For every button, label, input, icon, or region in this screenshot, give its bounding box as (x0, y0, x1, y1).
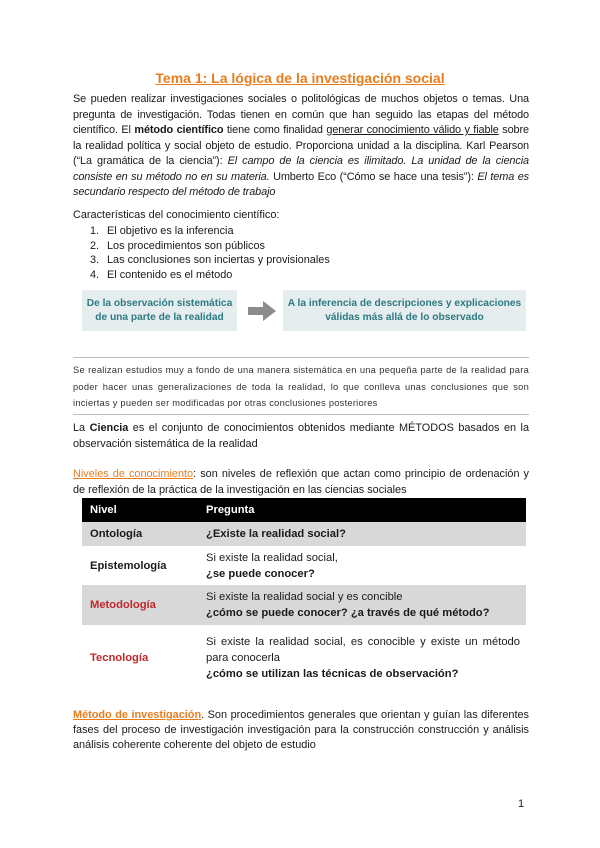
summary-paragraph: Se realizan estudios muy a fondo de una manera sistemática en una pequeña parte de la realidad para poder hacer unas generalizaciones de toda la realidad, lo que conlleva unas conclusiones que son inciertas y pueden ser modificadas por otras conclusiones posteriores (73, 365, 529, 408)
question-cell: Si existe la realidad social, es conocible y existe un método para conocerla ¿cómo se utilizan las técnicas de observación? (198, 625, 526, 691)
table-header-row (82, 498, 526, 522)
header-pregunta: Pregunta (198, 498, 526, 522)
header-nivel: Nivel (82, 498, 198, 522)
pearson-quote: El campo de la ciencia es ilimitado. La unidad de la ciencia consiste en su método no en su materia. (73, 155, 529, 183)
page-title: Tema 1: La lógica de la investigación social (155, 70, 445, 86)
ciencia-term: Ciencia (89, 422, 129, 434)
question-cell: ¿Existe la realidad social? (198, 522, 526, 546)
metodo-heading-link: Método de investigación (73, 709, 202, 721)
page-number: 1 (518, 798, 525, 810)
levels-table (82, 498, 526, 691)
ciencia-definition: La Ciencia es el conjunto de conocimientos obtenidos mediante MÉTODOS basados en la observación sistemática de la realidad (73, 422, 530, 450)
intro-bold-term: método científico (134, 124, 224, 136)
table-row (82, 522, 526, 546)
question-cell: Si existe la realidad social y es concible ¿cómo se puede conocer? ¿a través de qué método? (198, 585, 526, 625)
intro-text-1: Se pueden realizar investigaciones sociales o politológicas de muchos objetos o temas. Una pregunta de investigación. Todas tienen en común que han seguido las etapas del método científico. El (73, 93, 529, 136)
table-row (82, 546, 526, 585)
characteristics-heading: Características del conocimiento científico: (73, 209, 280, 221)
divider-bottom (73, 414, 529, 415)
niveles-heading-link: Niveles de conocimiento (73, 468, 194, 480)
eco-quote: El tema es secundario respecto del método de trabajo (73, 170, 529, 198)
question-cell: Si existe la realidad social, ¿se puede conocer? (198, 546, 526, 585)
arrow-right-icon (248, 301, 276, 321)
table-row (82, 585, 526, 625)
characteristics-list (90, 224, 330, 283)
divider-top (73, 357, 529, 358)
intro-underlined: generar conocimiento válido y fiable (326, 124, 499, 136)
intro-text-4: Umberto Eco (“Cómo se hace una tesis”): (269, 170, 478, 183)
level-metodologia: Metodología (82, 585, 198, 625)
niveles-paragraph: Niveles de conocimiento: son niveles de reflexión que actan como principio de ordenación y de reflexión de la práctica de la investigación en las ciencias sociales (73, 468, 530, 496)
flow-box-inference: A la inferencia de descripciones y explicaciones válidas más allá de lo observado (283, 290, 526, 331)
table-row (82, 625, 526, 691)
list-item: 3. Las conclusiones son inciertas y provisionales (90, 254, 330, 267)
level-ontologia: Ontología (82, 522, 198, 546)
intro-paragraph (73, 92, 529, 201)
flow-box-observation: De la observación sistemática de una parte de la realidad (82, 290, 237, 331)
intro-text-3: sobre la realidad política y social objeto de estudio. Proporciona unidad a la disciplina. Karl Pearson (“La gramática de la ciencia”): (73, 124, 529, 167)
intro-text-2: tiene como finalidad (223, 124, 327, 136)
metodo-paragraph: Método de investigación. Son procedimientos generales que orientan y guían las diferentes fases del proceso de investigación investigación para la construcción construcción y análisis análisis coherente coherente del objeto de estudio (73, 709, 530, 751)
list-item: 2. Los procedimientos son públicos (90, 239, 266, 252)
list-item: 1. El objetivo es la inferencia (90, 225, 234, 237)
level-epistemologia: Epistemología (82, 546, 198, 585)
list-item: 4. El contenido es el método (90, 269, 233, 282)
level-tecnologia: Tecnología (82, 625, 198, 691)
